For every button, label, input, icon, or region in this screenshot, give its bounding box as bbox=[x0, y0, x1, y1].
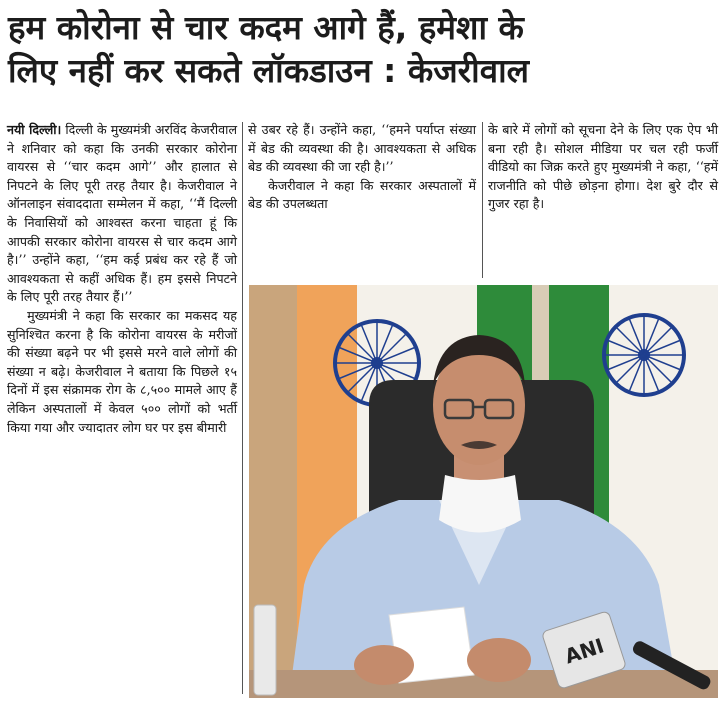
ashoka-chakra-icon bbox=[604, 315, 684, 395]
left-hand bbox=[354, 645, 414, 685]
article-column-1 bbox=[7, 121, 237, 437]
column-divider bbox=[242, 122, 243, 694]
paragraph-text: दिल्ली के मुख्यमंत्री अरविंद केजरीवाल ने शनिवार को कहा कि उनकी सरकार कोरोना वायरस से ‘‘चार कदम आगे’’ और हालात से निपटने के लिए पूरी तरह तैयार है। केजरीवाल ने ऑनलाइन संवाददाता सम्मेलन में कहा, ‘‘मैं दिल्ली के निवासियों को आश्वस्त करना चाहता हूं कि आपकी सरकार कोरोना वायरस से चार कदम आगे है।’’ उन्होंने कहा, ‘‘हम कई प्रबंध कर रहे हैं जो आवश्यकता से कहीं अधिक हैं। हम इससे निपटने के लिए पूरी तरह तैयार हैं।’’ bbox=[7, 122, 237, 305]
right-hand bbox=[467, 638, 531, 682]
face-mask bbox=[439, 475, 521, 533]
paragraph bbox=[7, 121, 237, 307]
headline-line-1: हम कोरोना से चार कदम आगे हैं, हमेशा के bbox=[8, 8, 524, 47]
paragraph: से उबर रहे हैं। उन्होंने कहा, ‘‘हमने पर्याप्त संख्या में बेड की व्यवस्था की है। आवश्यकता से अधिक बेड की व्यवस्था की जा रही है।’’ bbox=[248, 122, 476, 175]
paragraph: के बारे में लोगों को सूचना देने के लिए एक ऐप भी बना रही है। सोशल मीडिया पर चल रही फर्जी वीडियो का जिक्र करते हुए मुख्यमंत्री ने कहा, ‘‘हमें राजनीति को पीछे छोड़ना होगा। देश बुरे दौर से गुजर रहा है। bbox=[488, 122, 718, 212]
ani-logo: ANI bbox=[561, 633, 607, 669]
headline-line-2: लिए नहीं कर सकते लॉकडाउन : केजरीवाल bbox=[8, 51, 529, 90]
paragraph: मुख्यमंत्री ने कहा कि सरकार का मकसद यह सुनिश्चित करना है कि कोरोना वायरस के मरीजों की संख्या बढ़ने पर भी इससे मरने वाले लोगों की संख्या न बढ़े। केजरीवाल ने बताया कि पिछले १५ दिनों में इस संक्रामक रोग के ८,५०० मामले आए हैं लेकिन अस्पतालों में केवल ५०० लोगों को भर्ती किया गया और ज्यादातर लोग घर पर इस बीमारी bbox=[7, 307, 237, 435]
paragraph: केजरीवाल ने कहा कि सरकार अस्पतालों में बेड की उपलब्धता bbox=[248, 177, 476, 212]
news-photo bbox=[249, 285, 718, 698]
glass bbox=[254, 605, 276, 695]
dateline: नयी दिल्ली। bbox=[7, 122, 62, 137]
article-column-3 bbox=[488, 121, 718, 214]
column-divider bbox=[482, 122, 483, 278]
article-column-2 bbox=[248, 121, 476, 214]
headline bbox=[8, 6, 718, 92]
